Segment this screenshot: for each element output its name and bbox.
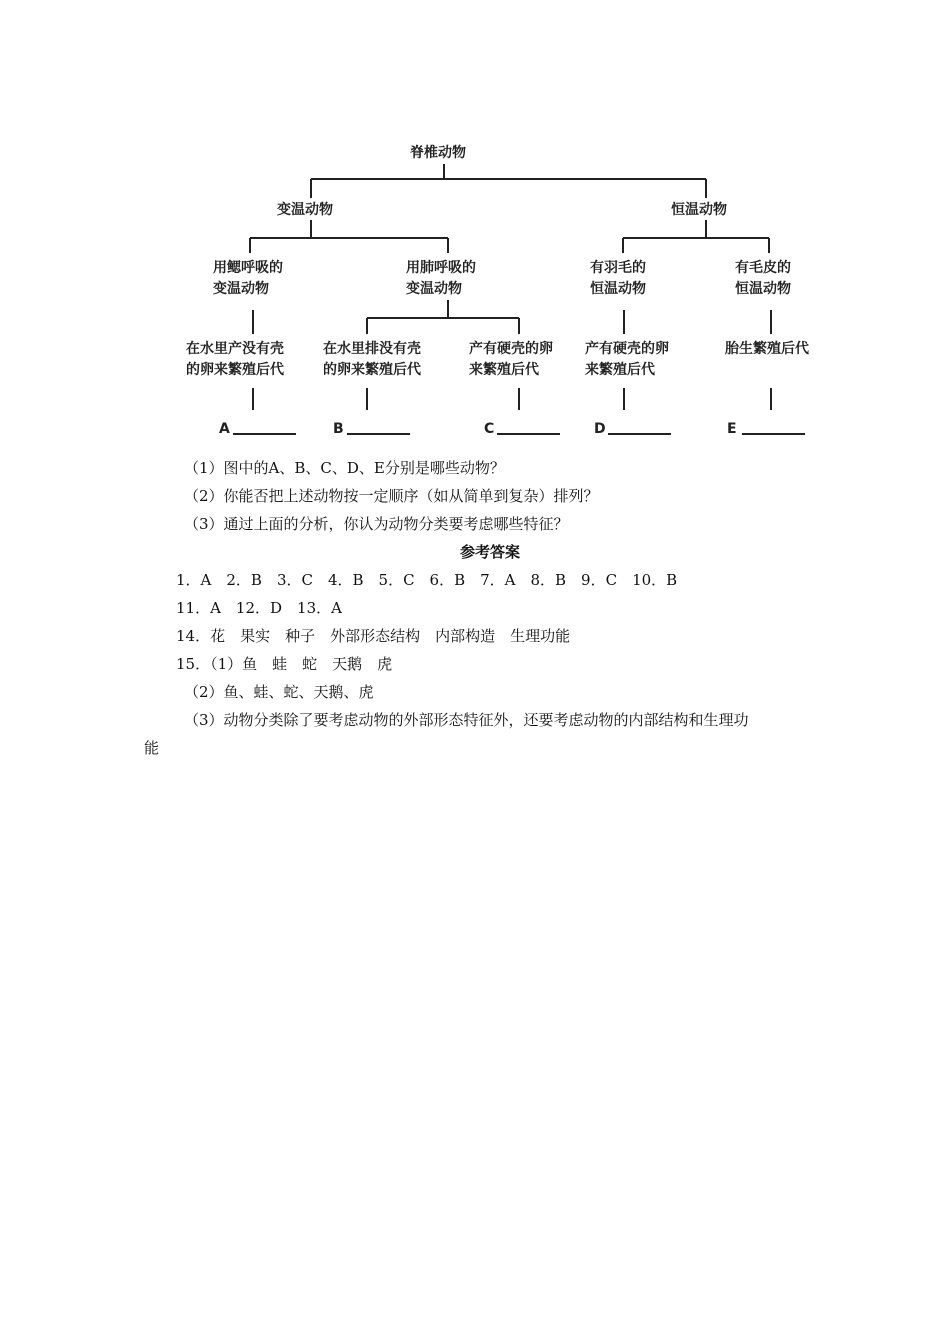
answer-line-2: 11．A 12．D 13．A xyxy=(176,599,342,617)
leaf-label-b: B xyxy=(333,421,344,437)
answer-line-6-wrap: 能 xyxy=(144,739,160,757)
question-1: （1）图中的A、B、C、D、E分别是哪些动物？ xyxy=(184,459,505,477)
node-fur-line2: 恒温动物 xyxy=(735,281,791,297)
node-gill-breathing xyxy=(213,258,283,300)
answers-heading: 参考答案 xyxy=(460,543,521,561)
desc-a-line2: 的卵来繁殖后代 xyxy=(186,362,284,378)
question-3: （3）通过上面的分析，你认为动物分类要考虑哪些特征？ xyxy=(184,515,569,533)
node-vertebrates: 脊椎动物 xyxy=(410,145,466,161)
desc-c-line2: 来繁殖后代 xyxy=(469,362,539,378)
node-desc-b xyxy=(323,339,421,381)
node-desc-c xyxy=(469,339,553,381)
desc-e-line1: 胎生繁殖后代 xyxy=(725,341,809,357)
node-warm-blooded: 恒温动物 xyxy=(671,202,727,218)
node-gill-line2: 变温动物 xyxy=(213,281,269,297)
desc-c-line1: 产有硬壳的卵 xyxy=(469,341,553,357)
desc-a-line1: 在水里产没有壳 xyxy=(186,341,284,357)
diagram-connectors xyxy=(0,0,950,450)
answer-line-5: （2）鱼、蛙、蛇、天鹅、虎 xyxy=(184,683,374,701)
answer-line-3: 14．花 果实 种子 外部形态结构 内部构造 生理功能 xyxy=(176,627,571,645)
node-desc-a xyxy=(186,339,284,381)
desc-b-line2: 的卵来繁殖后代 xyxy=(323,362,421,378)
classification-diagram xyxy=(0,0,950,450)
node-feather-line1: 有羽毛的 xyxy=(590,260,646,276)
node-cold-blooded: 变温动物 xyxy=(277,202,333,218)
node-feathered xyxy=(590,258,646,300)
node-desc-d xyxy=(585,339,669,381)
answer-line-4: 15．（1）鱼 蛙 蛇 天鹅 虎 xyxy=(176,655,393,673)
node-lung-line1: 用肺呼吸的 xyxy=(406,260,476,276)
answer-line-1: 1．A 2．B 3．C 4．B 5．C 6．B 7．A 8．B 9．C 10．B xyxy=(176,571,678,589)
node-feather-line2: 恒温动物 xyxy=(590,281,646,297)
desc-d-line2: 来繁殖后代 xyxy=(585,362,655,378)
node-lung-breathing xyxy=(406,258,476,300)
answer-line-6: （3）动物分类除了要考虑动物的外部形态特征外，还要考虑动物的内部结构和生理功 xyxy=(184,711,749,729)
leaf-label-c: C xyxy=(484,421,495,437)
node-gill-line1: 用鳃呼吸的 xyxy=(213,260,283,276)
node-fur-line1: 有毛皮的 xyxy=(735,260,791,276)
desc-d-line1: 产有硬壳的卵 xyxy=(585,341,669,357)
question-2: （2）你能否把上述动物按一定顺序（如从简单到复杂）排列？ xyxy=(184,487,599,505)
leaf-label-a: A xyxy=(219,421,230,437)
desc-b-line1: 在水里排没有壳 xyxy=(323,341,421,357)
node-furred xyxy=(735,258,791,300)
node-desc-e xyxy=(725,339,809,360)
leaf-label-d: D xyxy=(594,421,606,437)
leaf-label-e: E xyxy=(727,421,737,437)
node-lung-line2: 变温动物 xyxy=(406,281,462,297)
